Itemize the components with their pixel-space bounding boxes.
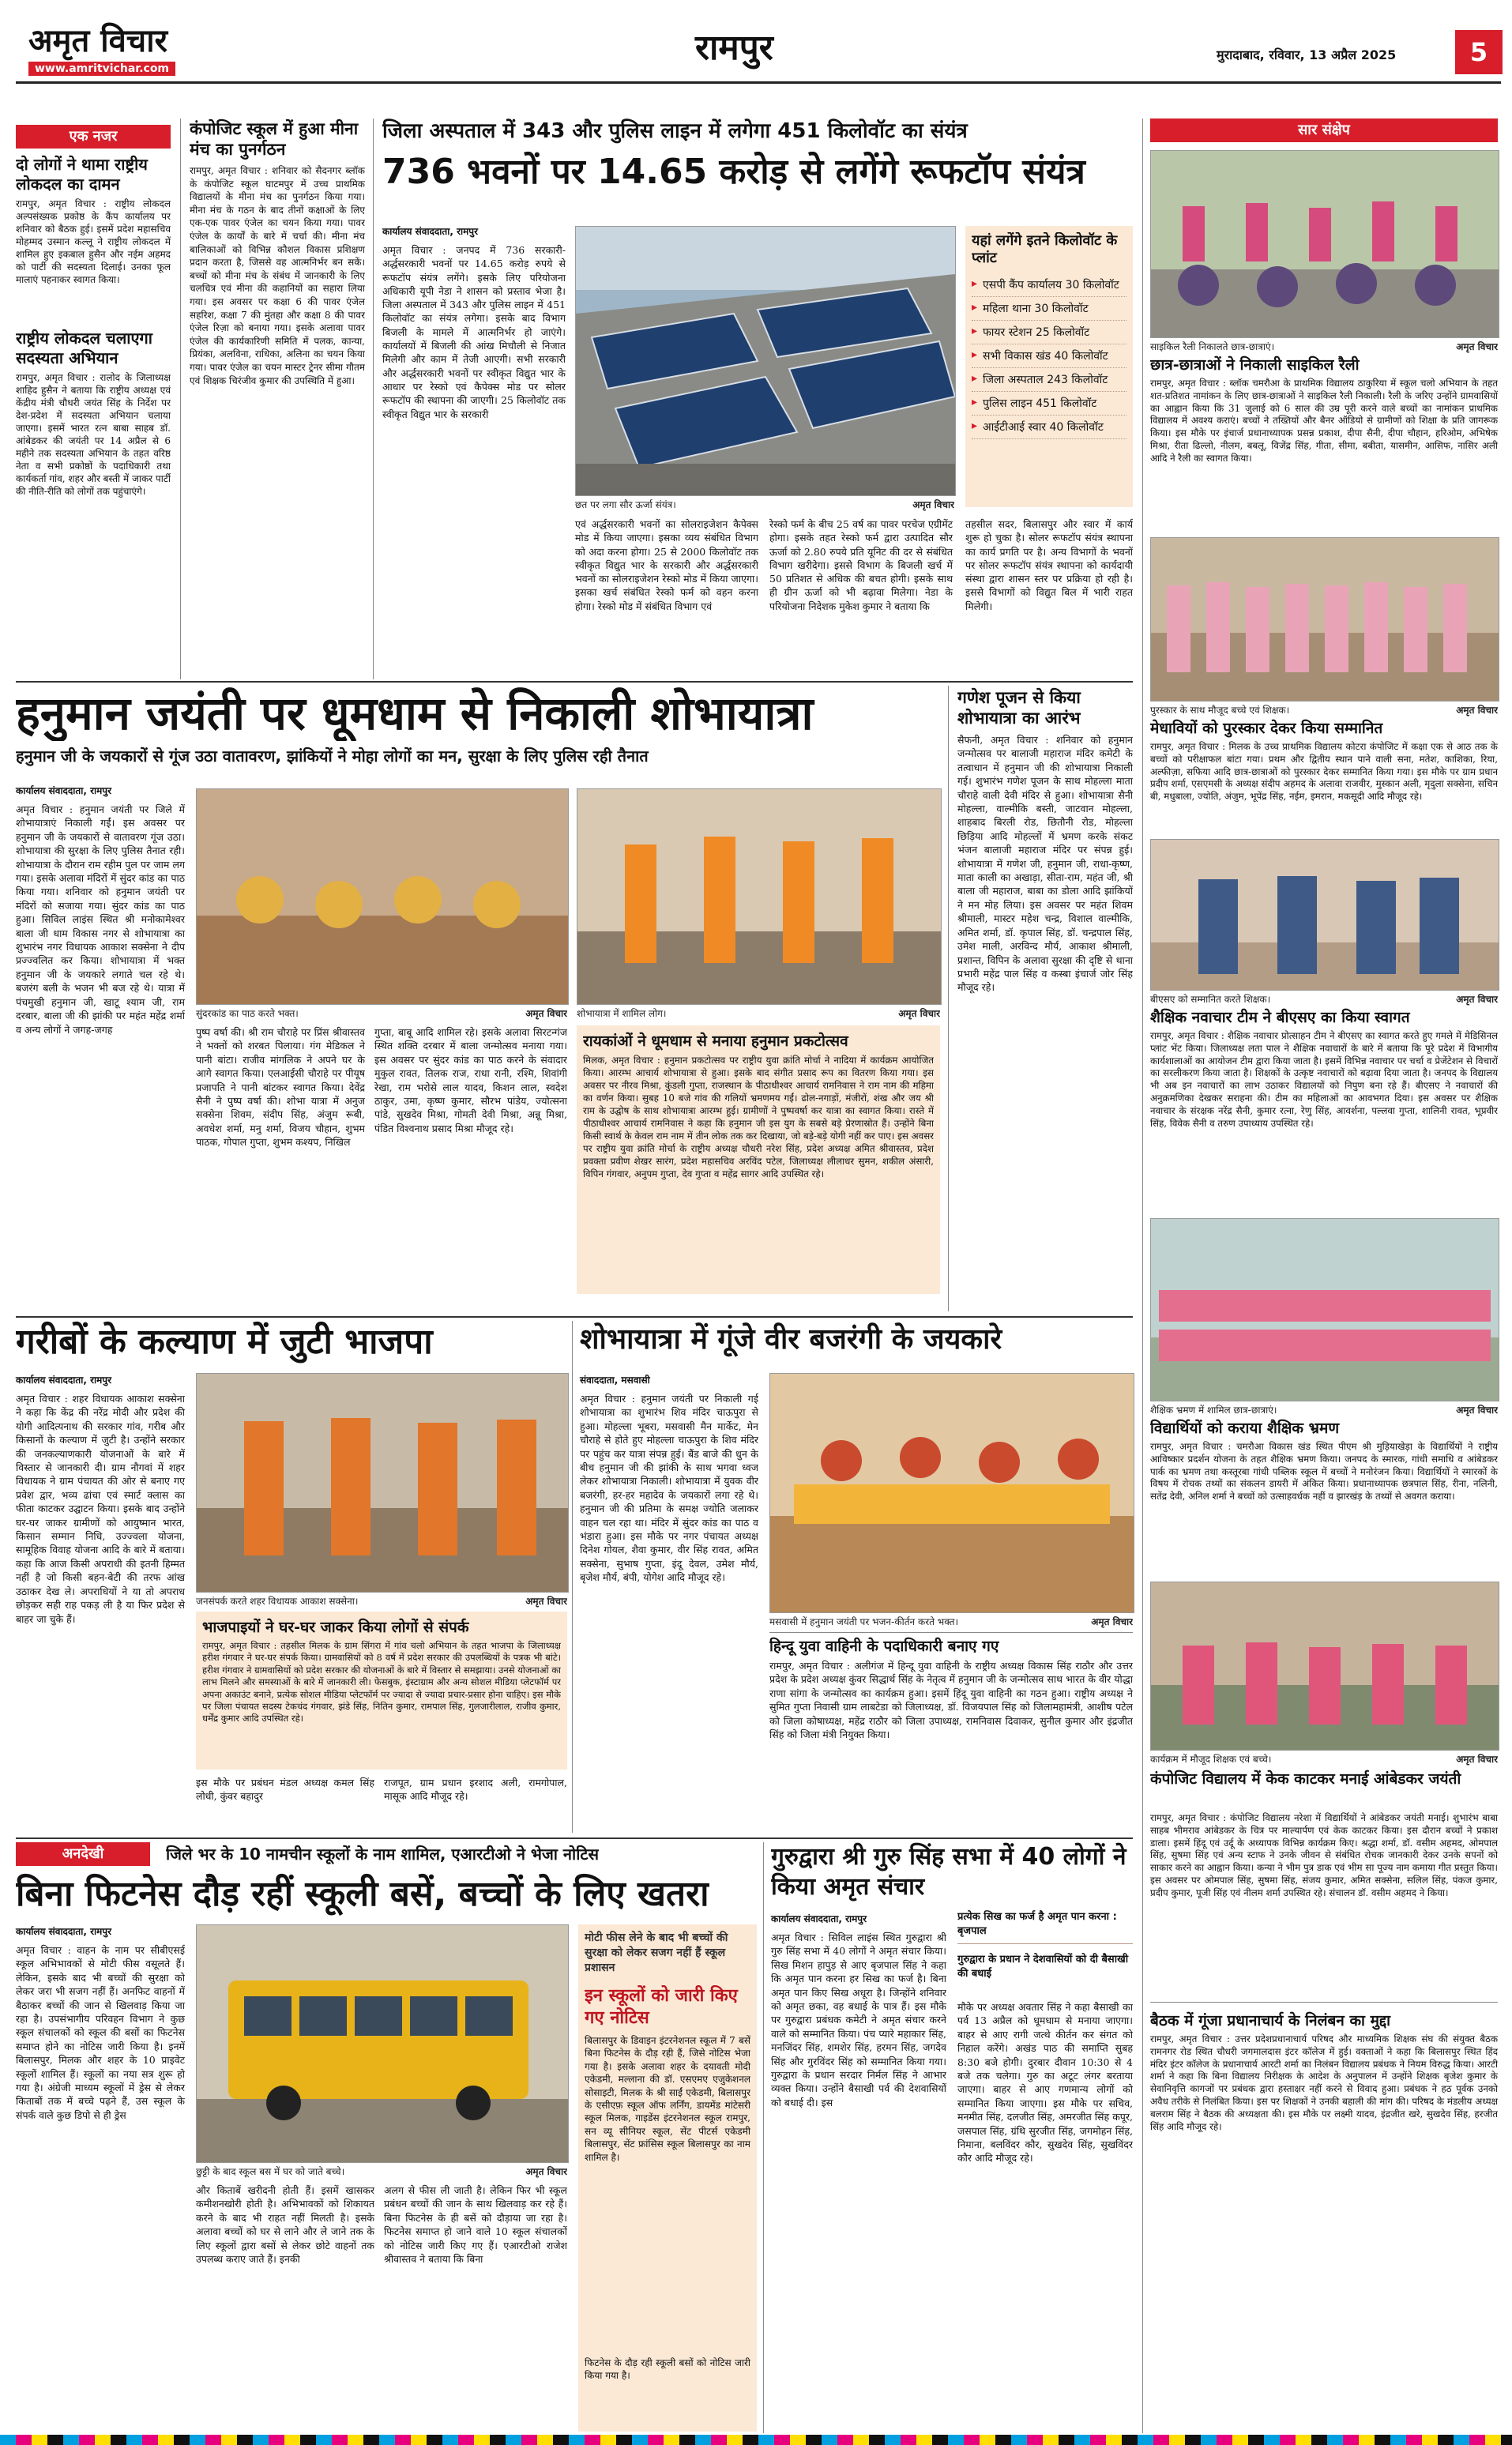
tour-photo	[1150, 1218, 1499, 1401]
paper-logo: अमृत विचार	[28, 22, 167, 59]
bajrang-byline: संवाददाता, मसवासी	[580, 1375, 650, 1386]
procession-photo	[577, 788, 942, 1005]
hanuman-body-2: पुष्प वर्षा की। श्री राम चौराहे पर प्रिंस श्रीवास्तव ने भक्तों को शरबत पिलाया। गंग मेडिकल ने पानी बांटा। राजीव मांगलिक ने अपने घर के आगे स्वागत किया। एलआईसी चौराहे पर पीयूष प्रजापति ने पानी बांटकर स्वागत किया। देवेंद्र सैनी ने पुष्प वर्षा की। शोभा यात्रा में अनुज सक्सेना शिवम, संदीप सिंह, अंजुम रूबी, अवधेश शर्मा, मनु शर्मा, विजय चौहान, शुभम पाठक, गोपाल गुप्ता, शुभम कश्यप, निखिल	[196, 1026, 365, 1149]
prize-photo	[1150, 537, 1499, 702]
column-rule	[1142, 118, 1143, 2433]
gurdwara-headline: गुरुद्वारा श्री गुरु सिंह सभा में 40 लोगों ने किया अमृत संचार	[771, 1843, 1126, 1901]
meena-manch-body: रामपुर, अमृत विचार : शनिवार को सैदनगर ब्लॉक के कंपोजिट स्कूल घाटमपुर में उच्च प्राथमिक विद्यालयों के मीना मंच का पुनर्गठन किया गया। मीना मंच के गठन के बाद तीनों कक्षाओं के लिए एक-एक पावर एंजेल का चयन किया गया। पावर एंजेल के कार्यों के बारे में चर्चा की। मीना मंच बालिकाओं को विभिन्न कौशल विकास प्रशिक्षण प्रदान करता है, जिससे वह आत्मनिर्भर बन सकें। बच्चों को मीना मंच के संबंध में जानकारी के लिए चलचित्र एवं मीना की कहानियों का सहारा लिया गया। इस अवसर पर कक्षा 6 की पावर एंजेल सहरिश, कक्षा 7 की मुंतहा और कक्षा 8 की पावर एंजेल रिज़ा को बनाया गया। इसके अलावा पावर एंजेल की कार्यकारिणी समिति में पलक, कान्या, प्रियंका, अलविना, राधिका, अलिना का चयन किया गया। पावर एंजेल का चयन मास्टर ट्रेनर सीमा गौतम एवं शिक्षक चिरंजीव कुमार की उपस्थिति में हुआ।	[190, 165, 365, 386]
cycle-rally-photo	[1150, 150, 1499, 338]
gurdwara-body-2: मौके पर अध्यक्ष अवतार सिंह ने कहा बैसाखी का पर्व 13 अप्रैल को धूमधाम से मनाया जाएगा। बाहर से आए रागी जत्थे कीर्तन कर संगत को निहाल करेंगे। अखंड पाठ की समाप्ति सुबह 8:30 बजे होगी। दुरबार दीवान 10:30 से 4 बजे तक चलेगा। गुरु का अटूट लंगर बरताया जाएगा। बाहर से आए गणमान्य लोगों को सम्मानित किया जाएगा। इस मौके पर सचिव, मनमीत सिंह, दलजीत सिंह, अमरजीत सिंह कपूर, जसपाल सिंह, ग्रंथि सुरजीत सिंह, जगमोहन सिंह, निमाना, बलविंदर कौर, सुखदेव सिंह, सुखविंदर कौर आदि मौजूद रहे।	[957, 2001, 1133, 2165]
school-headline: बिना फिटनेस दौड़ रहीं स्कूली बसें, बच्चों के लिए खतरा	[16, 1874, 709, 1914]
sampark-box	[196, 1612, 567, 1770]
solar-body-4: तहसील सदर, बिलासपुर और स्वार में कार्य शुरू हो चुका है। सोलर रूफटॉप संयंत्र स्थापना का कार्य प्रगति पर है। अन्य विभागों के भवनों पर सोलर रूफटॉप संयंत्र स्थापना को कार्यदायी संस्था द्वारा शासन स्तर पर प्रक्रिया हो रही है। इससे विभागों को विद्युत बिल में भारी राहत मिलेगी।	[965, 518, 1133, 612]
school-byline: कार्यालय संवाददाता, रामपुर	[16, 1926, 112, 1937]
solar-panels-image	[576, 227, 955, 495]
plant-item: ▸ जिला अस्पताल 243 किलोवॉट	[972, 368, 1126, 392]
solar-body-1: अमृत विचार : जनपद में 736 सरकारी-अर्द्धसरकारी भवनों पर 14.65 करोड़ रुपये से रूफटॉप संयंत्र लगेंगे। इसके लिए परियोजना अधिकारी यूपी नेडा ने शासन को प्रस्ताव भेजा है। जिला अस्पताल में 343 और पुलिस लाइन में 451 किलोवॉट का संयंत्र लगेगा। इसके बाद विभाग बिजली के मामले में आत्मनिर्भर हो जाएंगे। कार्यालयों में बिजली की आंख मिचौली से निजात मिलेगी और काम में तेजी आएगी। सभी सरकारी और अर्द्धसरकारी भवनों पर स्वीकृत विद्युत भार के आधार पर रेस्को एवं कैपेक्स मोड पर सोलर रूफटॉप की स्थापना की जाएगी। 25 किलोवॉट तक स्वीकृत विद्युत भार के सरकारी	[382, 244, 566, 420]
solar-kicker: जिला अस्पताल में 343 और पुलिस लाइन में लगेगा 451 किलोवॉट का संयंत्र	[382, 119, 968, 143]
bsa-caption: बीएसए को सम्मानित करते शिक्षक। अमृत विचार	[1150, 994, 1498, 1005]
ek-nazar-column	[16, 125, 171, 678]
bsa-body: रामपुर, अमृत विचार : शैक्षिक नवाचार प्रोत्साहन टीम ने बीएसए का स्वागत करते हुए गमले में मेडिसिनल प्लांट भेंट किया। जिलाध्यक्ष लता पाल ने शैक्षिक नवाचारों के बारे में बताया कि पूरे प्रदेश में विभागीय कार्यशालाओं का आयोजन टीम द्वारा किया जाता है। इसमें विभिन्न नवाचार पर चर्चा व प्रेजेंटेशन से विचारों का सरलीकरण किया जाता है। शिक्षकों के उत्कृष्ट नवाचारों को बढ़ावा दिया जाता है। जनपद के विद्यालय भी अब इन नवाचारों का लाभ उठाकर विद्यालयों को निपुण बना रहे हैं। बीएसए ने नवाचारों की अनुक्रमणिका देखकर सराहना की। टीम का महिलाओं का आवभगत दिया। इस अवसर पर शैक्षिक नवाचार के संरक्षक नरेंद्र सैनी, कुमार रत्ना, रेणु सिंह, आवर्शना, पल्लवा गुप्ता, शालिनी रावत, भूप्रवीर सिंह, विवेक सैनी व तरुण उपाध्याय उपस्थित रहे।	[1150, 1030, 1498, 1129]
ambedkar-photo	[1150, 1582, 1499, 1751]
solar-photo	[575, 226, 956, 496]
hanuman-byline: कार्यालय संवाददाता, रामपुर	[16, 785, 112, 796]
saar-sankshep-tag: सार संक्षेप	[1150, 118, 1498, 142]
column-rule	[180, 118, 181, 679]
plant-item: ▸ आईटीआई स्वार 40 किलोवॉट	[972, 416, 1126, 439]
school-bus-caption: छुट्टी के बाद स्कूल बस में घर को जाते बच्चे। अमृत विचार	[196, 2166, 567, 2177]
prize-caption: पुरस्कार के साथ मौजूद बच्चे एवं शिक्षक। अमृत विचार	[1150, 705, 1498, 716]
bajrang-caption: मसवासी में हनुमान जयंती पर भजन-कीर्तन करते भक्त। अमृत विचार	[769, 1616, 1133, 1627]
section-rule	[16, 1838, 1133, 1839]
school-body-1: अमृत विचार : वाहन के नाम पर सीबीएसई स्कूल अभिभावकों से मोटी फीस वसूलते हैं। लेकिन, इसके बाद भी बच्चों की सुरक्षा को लेकर जरा भी सजग नहीं हैं। अनफिट वाहनों में बैठाकर बच्चों की जान से खिलवाड़ किया जा रहा है। उपसंभागीय परिवहन विभाग ने कुछ स्कूल संचालकों को स्कूल की बसों का फिटनेस समाप्त होने का नोटिस जारी किया है। इनमें बिलासपुर, मिलक और शहर के 10 प्राइवेट स्कूलों शामिल हैं। स्कूलों का नया सत्र शुरू हो गया है। अंग्रेजी माध्यम स्कूलों में ड्रेस से लेकर किताबों तक में बच्चे पढ़ने हैं, उस स्कूल के संपर्क वाले कुछ डिपो से ही ड्रेस	[16, 1944, 185, 2121]
rld-join-body: रामपुर, अमृत विचार : राष्ट्रीय लोकदल अल्पसंख्यक प्रकोष्ठ के कैंप कार्यालय पर शनिवार को बैठक हुई। इसमें प्रदेश महासचिव मोहम्मद उस्मान कल्लू ने राष्ट्रीय लोकदल में शामिल हुए इकबाल हुसैन और नईम अहमद को पार्टी की सदस्यता दिलाई। उनका फूल मालाएं पहनाकर स्वागत किया।	[16, 198, 171, 285]
section-rule	[16, 1316, 1133, 1318]
meena-manch-story	[190, 118, 365, 679]
bsa-headline: शैक्षिक नवाचार टीम ने बीएसए का किया स्वागत	[1150, 1009, 1410, 1026]
hindu-yuva-headline: हिन्दू युवा वाहिनी के पदाधिकारी बनाए गए	[769, 1638, 999, 1655]
plant-item: ▸ एसपी कैंप कार्यालय 30 किलोवॉट	[972, 273, 1126, 297]
gurdwara-body-1: अमृत विचार : सिविल लाइंस स्थित गुरुद्वारा श्री गुरु सिंह सभा में 40 लोगों ने अमृत संचार किया। सिख मिशन हापुड़ से आए बृजपाल सिंह ने कहा कि अमृत पान करना हर सिख का फर्ज है। बिना अमृत पान किए सिख अधूरा है। जिन्होंने शनिवार को अमृत छका, वह बधाई के पात्र हैं। इस मौके पर गुरुद्वारा प्रबंधक कमेटी ने अमृत संचार करने वाले को सम्मानित किया। पंच प्यारे महाकार सिंह, मनजिंदर सिंह, शमशेर सिंह, हरमन सिंह, जगदेव सिंह और गुरविंदर सिंह को सम्मानित किया गया। गुरुद्वारा के प्रधान सरदार निर्मल सिंह ने आभार व्यक्त किया। उन्होंने बैसाखी पर्व की देशवासियों को बधाई दी। इस	[771, 1932, 946, 2108]
rld-join-headline: दो लोगों ने थामा राष्ट्रीय लोकदल का दामन	[16, 155, 148, 194]
suspension-body: रामपुर, अमृत विचार : उत्तर प्रदेशप्रधानाचार्य परिषद और माध्यमिक शिक्षक संघ की संयुक्त बैठक रामनगर रोड स्थित चौधरी जगमालदास इंटर कॉलेज में हुई। वक्ताओं ने कहा कि बिलासपुर स्थित हिंद मंदिर इंटर कॉलेज के प्रधानाचार्य आरटी शर्मा का निलंबन विद्यालय प्रबंधक ने नियम विरुद्ध किया। आरटी शर्मा ने कहा कि बिना विद्यालय निरीक्षक के आदेश के अनुपालन में उन्होंने शिक्षक बृजेश कुमार के सेवानिवृत्ति कागजों पर प्रबंधक द्वारा हस्ताक्षर नहीं करने से विवाद हुआ। प्रबंधक ने हठ पूर्वक उनको अवैध तरीके से निलंबित किया। इस पर शिक्षकों ने उनकी बहाली की मांग की। परिषद के मंडलीय अध्यक्ष बलराम सिंह ने बैठक की अध्यक्षता की। इस मौके पर लक्ष्मी यादव, इंद्रजीत खरे, सुखदेव सिंह, हरजीत सिंह आदि मौजूद रहे।	[1150, 2033, 1498, 2132]
solar-story	[382, 118, 1133, 679]
hanuman-headline: हनुमान जयंती पर धूमधाम से निकाली शोभायात्रा	[16, 686, 814, 740]
gurdwara-byline: कार्यालय संवाददाता, रामपुर	[771, 1913, 867, 1924]
plant-item: ▸ महिला थाना 30 किलोवॉट	[972, 297, 1126, 321]
registration-bar	[0, 2435, 1512, 2445]
solar-photo-caption: छत पर लगा सौर ऊर्जा संयंत्र। अमृत विचार	[575, 499, 954, 510]
solar-byline: कार्यालय संवाददाता, रामपुर	[382, 226, 479, 237]
bjp-headline: गरीबों के कल्याण में जुटी भाजपा	[16, 1322, 433, 1362]
sampark-body-3: राजपूत, ग्राम प्रधान इरशाद अली, रामगोपाल, मासूक आदि मौजूद रहे।	[384, 1777, 567, 1803]
prakatotsav-body: मिलक, अमृत विचार : हनुमान प्रकटोत्सव पर राष्ट्रीय युवा क्रांति मोर्चा ने नादिया में कार्यक्रम आयोजित किया। आरम्भ आचार्य शोभायात्रा से हुआ। इसके बाद संगीत प्रसाद रूप का वितरण किया गया। इस अवसर पर नीरव मिश्रा, कुंडली गुप्ता, राजस्थान के पीठाधीश्वर आचार्य रामनिवास ने राम नाम की महिमा का वर्णन किया। सुबह 10 बजे गांव की गलियों भ्रमणमय गईं। ढोल-नगाड़ों, मंजीरों, शंख और जय श्री राम के उद्घोष के साथ शोभायात्रा आरम्भ हुई। ग्रामीणों ने पुष्पवर्षा कर यात्रा का स्वागत किया। रास्ते में पीठाधीश्वर आचार्य रामनिवास ने कहा कि हनुमान जी इस युग के सबसे बड़े प्रेरणास्रोत हैं। उन्होंने बिना किसी स्वार्थ के केवल राम नाम में तीन लोक तक कर दिखाया, जो बड़े-बड़े योगी नहीं कर पाए। इस अवसर पर राष्ट्रीय युवा क्रांति मोर्चा के राष्ट्रीय अध्यक्ष चौधरी नरेश सिंह, प्रदेश अध्यक्ष अमित श्रीवास्तव, प्रदेश प्रवक्ता प्रवीण शेखर सारंग, प्रदेश महासचिव अरविंद पटेल, जिलाध्यक्ष लीलाधर सुमन, शकील अंसारी, विपिन गंगवार, अनुपम गुप्ता, देव गुप्ता व महेंद्र सागर आदि उपस्थित रहे।	[583, 1055, 934, 1179]
school-body-3: अलग से फीस ली जाती है। लेकिन फिर भी स्कूल प्रबंधन बच्चों की जान के साथ खिलवाड़ कर रहे हैं। बिना फिटनेस के ही बसें को दौड़ाया जा रहा है। फिटनेस समाप्त हो जाने वाले 10 स्कूल संचालकों को नोटिस जारी किए गए हैं। एआरटीओ राजेश श्रीवास्तव ने बताया कि बिना	[384, 2184, 567, 2266]
suspension-headline: बैठक में गूंजा प्रधानाचार्य के निलंबन का मुद्दा	[1150, 2012, 1391, 2029]
bjp-body: अमृत विचार : शहर विधायक आकाश सक्सेना ने कहा कि केंद्र की नरेंद्र मोदी और प्रदेश की योगी आदित्यनाथ की सरकार गांव, गरीब और किसानों के कल्याण में जुटी है। उन्होंने सरकार की जनकल्याणकारी योजनाओं के बारे में विस्तार से जानकारी दी। ग्राम नौगवां में शहर विधायक ने ग्राम पंचायत की ओर से बनाए गए प्रवेश द्वार, भव्य ढांचा एवं स्मार्ट क्लास का फीता काटकर उद्घाटन किया। इसके बाद उन्होंने घर-घर जाकर ग्रामीणों को आयुष्मान भारत, किसान सम्मान निधि, उज्ज्वला योजना, सामूहिक विवाह योजना आदि के बारे में बताया। कहा कि आज किसी अपराधी की इतनी हिम्मत नहीं है जो किसी बहन-बेटी की तरफ आंख उठाकर देख ले। अपराधियों ने या तो अपराध छोड़कर सही राह पकड़ ली है या फिर प्रदेश से बाहर जा चुके हैं।	[16, 1393, 185, 1625]
bsa-photo	[1150, 839, 1499, 991]
gurdwara-quote-2: गुरुद्वारा के प्रधान ने देशवासियों को दी बैसाखी की बधाई	[957, 1954, 1129, 1980]
procession-caption: शोभायात्रा में शामिल लोग। अमृत विचार	[577, 1008, 940, 1019]
sunderkand-photo	[196, 788, 569, 1005]
bjp-story	[16, 1321, 569, 1833]
solar-body-3: रेस्को फर्म के बीच 25 वर्ष का पावर परचेज एग्रीमेंट होगा। इसके तहत रेस्को फर्म द्वारा उत्पादित सौर ऊर्जा को 2.80 रुपये प्रति यूनिट की दर से संबंधित विभाग खरीदेगा। इससे विभाग के बिजली खर्च में 50 प्रतिशत से अधिक की बचत होगी। इसके साथ ही ग्रीन ऊर्जा को भी बढ़ावा मिलेगा। नेडा के परियोजना निदेशक मुकेश कुमार ने बताया कि	[769, 518, 953, 612]
page-number: 5	[1455, 30, 1503, 74]
meena-manch-headline: कंपोजिट स्कूल में हुआ मीना मंच का पुनर्गठन	[190, 119, 359, 159]
tour-caption: शैक्षिक भ्रमण में शामिल छात्र-छात्राएं। अमृत विचार	[1150, 1405, 1498, 1416]
dateline: मुरादाबाद, रविवार, 13 अप्रैल 2025	[1217, 47, 1397, 62]
section-rule	[769, 1632, 1133, 1633]
sunderkand-caption: सुंदरकांड का पाठ करते भक्त। अमृत विचार	[196, 1008, 567, 1019]
school-bus-story	[16, 1842, 758, 2433]
school-bus-photo	[196, 1924, 569, 2163]
masthead-rule	[16, 81, 1501, 84]
notice-box	[578, 1924, 757, 2432]
ambedkar-body: रामपुर, अमृत विचार : कंपोजिट विद्यालय नरेशा में विद्यार्थियों ने आंबेडकर जयंती मनाई। शुभारंभ बाबा साहब भीमराव आंबेडकर के चित्र पर माल्यार्पण एवं केक काटकर किया। इस दौरान बच्चों ने प्रकाश डाला। इसमें हिंदू एवं उर्दू के अध्यापक विभिन्न कार्यक्रम किए। श्रद्धा शर्मा, डॉ. वसीम अहमद, ओमपाल सिंह, सुषमा सिंह एवं अन्य स्टाफ ने उनके जीवन से संबंधित रोचक जानकारी देकर उनके सपनों को साकार करने का आह्वान किया। कन्या ने भीम पुत्र डाक एवं भीम सा पूज्य नाम कमाया गीत प्रस्तुत किया। इस अवसर पर ओमपाल सिंह, सुषमा सिंह, संजय कुमार, अमित सक्सेना, सलिल सिंह, पंकज कुमार, प्रदीप कुमार, पूजी सिंह एवं नीलम शर्मा उपस्थित रहे। संचालन डॉ. वसीम अहमद ने किया।	[1150, 1812, 1498, 1898]
saar-sankshep-column	[1150, 118, 1498, 2433]
bjp-byline: कार्यालय संवाददाता, रामपुर	[16, 1375, 112, 1386]
ambedkar-caption: कार्यक्रम में मौजूद शिक्षक एवं बच्चे। अमृत विचार	[1150, 1754, 1498, 1765]
notice-box-body: बिलासपुर के डिवाइन इंटरनेशनल स्कूल में 7 बसें बिना फिटनेस के दौड़ रही हैं, जिसे नोटिस भेजा गया है। इसके अलावा शहर के दयावती मोदी एकेडमी, मल्लाना की डॉ. एसएमए एजुकेशनल सोसाइटी, मिलक के श्री साईं एकेडमी, बिलासपुर के एसीएफ़ स्कूल ऑफ लर्निंग, डायमेंड मांटेसरी स्कूल मिलक, गाइडेंस इंटरनेशनल स्कूल रामपुर, सन व्यू सीनियर स्कूल, सेंट पीटर्स एकेडमी बिलासपुर, सेंट फ्रांसिस स्कूल बिलासपुर का नाम शामिल है।	[585, 2035, 750, 2163]
sampark-body: रामपुर, अमृत विचार : तहसील मिलक के ग्राम सिंगरा में गांव चलो अभियान के तहत भाजपा के जिलाध्यक्ष हरीश गंगवार ने घर-घर संपर्क किया। ग्रामवासियों को 8 वर्ष में प्रदेश सरकार की उपलब्धियों के पत्रक भी बांटे। हरीश गंगवार ने ग्रामवासियों को प्रदेश सरकार की योजनाओं के बारे में विस्तार से समझाया। उनसे योजनाओं का लाभ मिलने और समस्याओं के बारे में जानकारी ली। फेसबुक, इंस्टाग्राम और अन्य सोशल मीडिया प्लेटफॉर्म पर अपना अकाउंट बनाने, प्रत्येक सोशल मीडिया प्लेटफॉर्म पर ज्यादा से ज्यादा प्रचार-प्रसार होना चाहिए। इस मौके पर जिला पंचायत सदस्य टेकचंद गंगवार, झंडे सिंह, नितिन कुमार, रामपाल सिंह, गुलजारीलाल, राजीव कुमार, धर्मेंद्र कुमार आदि उपस्थित रहे।	[202, 1640, 561, 1725]
hanuman-body-3: गुप्ता, बाबू आदि शामिल रहे। इसके अलावा सिरटन्गंज स्थित शक्ति दरबार में बाला जन्मोत्सव मनाया गया। इस अवसर पर सुंदर कांड का पाठ करने के संवादार मुकुल रावत, तिलक राज, राधा रानी, रश्मि, शिवांगी रेखा, राम भरोसे लाल यादव, किशन लाल, स्वदेश ठाकुर, उमा, कृष्ण कुमार, सौरभ पांडेय, ज्योत्सना पांडे, सुखदेव मिश्रा, गोमती देवी मिश्रा, अन्नू मिश्रा, पंडित विश्वनाथ प्रसाद मिश्रा मौजूद रहे।	[374, 1026, 567, 1134]
gurdwara-story	[771, 1842, 1133, 2433]
bajrang-photo	[769, 1373, 1134, 1613]
plant-item: ▸ फायर स्टेशन 25 किलोवॉट	[972, 321, 1126, 344]
masthead	[0, 0, 1512, 79]
notice-box-lead: मोटी फीस लेने के बाद भी बच्चों की सुरक्षा को लेकर सजग नहीं हैं स्कूल प्रशासन	[585, 1932, 728, 1974]
tour-headline: विद्यार्थियों को कराया शैक्षिक भ्रमण	[1150, 1420, 1340, 1437]
column-rule	[572, 1321, 573, 1833]
section-name: रामपुर	[695, 28, 773, 68]
plant-item: ▸ सभी विकास खंड 40 किलोवॉट	[972, 344, 1126, 368]
rld-campaign-headline: राष्ट्रीय लोकदल चलाएगा सदस्यता अभियान	[16, 329, 152, 367]
tour-body: रामपुर, अमृत विचार : चमरौआ विकास खंड स्थित पीएम श्री मुड़ियाखेड़ा के विद्यार्थियों ने राष्ट्रीय आविष्कार प्रदर्शन योजना के तहत शैक्षिक भ्रमण किया। जनपद के स्मारक, गांधी समाधि व आंबेडकर पार्क का भ्रमण तथा कस्तूरबा गांधी पब्लिक स्कूल में बच्चों ने मनोरंजन किया। विद्यार्थियों ने स्मारकों के विषय में रोचक तथ्यों का संकलन डायरी में अंकित किया। प्रधानाध्यापक छत्रपाल सिंह, रीना, नलिनी, सतेंद्र देवी, अनिल शर्मा ने बच्चों को उत्साहवर्धक नहीं व झारखंड़ के तथ्यों से अवगत कराया।	[1150, 1441, 1498, 1503]
andekhi-tag: अनदेखी	[16, 1842, 150, 1866]
hindu-yuva-body: रामपुर, अमृत विचार : अलीगंज में हिन्दू युवा वाहिनी के राष्ट्रीय अध्यक्ष विकास सिंह राठौर और उत्तर प्रदेश के प्रदेश अध्यक्ष कुंवर सिद्धार्थ सिंह के नेतृत्व में हनुमान जी के जन्मोत्सव साथ भारत के वीर योद्धा राणा सांगा के जन्मोत्सव का कार्यक्रम हुआ। इसमें हिंदू युवा वाहिनी का गठन हुआ। राष्ट्रीय अध्यक्ष ने सुमित गुप्ता निवासी ग्राम लाबटेडा को जिलाध्यक्ष, डॉ. विजयपाल सिंह को जिलामहामंत्री, आशीष पटेल को जिला कोषाध्यक्ष, महेंद्र राठौर को जिला उपाध्यक्ष, रामनिवास दिवाकर, सुनील कुमार और इंद्रजीत सिंह को जिला मंत्री नियुक्त किया।	[769, 1660, 1133, 1741]
hanuman-subhead: हनुमान जी के जयकारों से गूंज उठा वातावरण, झांकियों ने मोहा लोगों का मन, सुरक्षा के लिए पुलिस रही तैनात	[16, 747, 649, 765]
prakatotsav-headline: रायकांओं ने धूमधाम से मनाया हनुमान प्रकटोत्सव	[583, 1033, 848, 1050]
column-rule	[373, 118, 374, 679]
gurdwara-quote-1: प्रत्येक सिख का फर्ज है अमृत पान करना : बृजपाल	[957, 1910, 1133, 1944]
school-body-2: और किताबें खरीदनी होती हैं। इसमें खासकर कमीशनखोरी होती है। अभिभावकों को शिकायत करने के बाद भी राहत नहीं मिलती है। इसके अलावा बच्चों को घर से लाने और ले जाने तक के लिए स्कूलों द्वारा बसों से लेकर छोटे वाहनों तक उपलब्ध कराए जाते हैं। इनकी	[196, 2184, 374, 2266]
section-rule	[16, 681, 1133, 683]
bajrang-story	[580, 1321, 1133, 1833]
section-rule	[1150, 2002, 1498, 2003]
rld-campaign-body: रामपुर, अमृत विचार : रालोद के जिलाध्यक्ष शाहिद हुसैन ने बताया कि राष्ट्रीय अध्यक्ष एवं केंद्रीय मंत्री चौधरी जयंत सिंह के निर्देश पर देश-प्रदेश में सदस्यता अभियान चलाया जाएगा। इसमें भारत रत्न बाबा साहब डॉ. आंबेडकर की जयंती पर 14 अप्रैल से 6 महीने तक सदस्यता अभियान के तहत वरिष्ठ नेता व सभी प्रकोष्ठों के पदाधिकारी तथा कार्यकर्ता गांव, शहर और बस्ती में जाकर पार्टी की नीति-रीति को लोगों तक पहुंचाएंगे।	[16, 372, 171, 497]
solar-body-2: एवं अर्द्धसरकारी भवनों का सोलराइजेशन कैपेक्स मोड में किया जाएगा। इसका व्यय संबंधित विभाग को अदा करना होगा। 25 से 2000 किलोवॉट तक स्वीकृत विद्युत भार के सरकारी और अर्द्धसरकारी भवनों का सोलराइजेशन रेस्को मोड में किया जाएगा। इसका खर्च संबंधित रेस्को फर्म को वहन करना होगा। रेस्को मोड में संबंधित विभाग एवं	[575, 518, 758, 612]
school-kicker: जिले भर के 10 नामचीन स्कूलों के नाम शामिल, एआरटीओ ने भेजा नोटिस	[166, 1845, 599, 1864]
cycle-rally-body: रामपुर, अमृत विचार : ब्लॉक चमरौआ के प्राथमिक विद्यालय ठाकुरिया में स्कूल चलो अभियान के तहत शत-प्रतिशत नामांकन के लिए छात्र-छात्राओं ने साइकिल रैली निकाली। रैली के जरिए उन्होंने ग्रामवासियों का आह्वान किया कि 31 जुलाई को 6 साल की उम्र पूरी करने वाले बच्चों का नामांकन प्राथमिक विद्यालय में अवश्य कराएं। बच्चों ने तख्तियों और बैनर ऑडियो से ग्रामीणों को शिक्षा के प्रति जागरूक किया। इस मौके पर इंचार्ज प्रधानाध्यापक प्रसन्न प्रकाश, दीपा सैनी, दीपा चौहान, हरिओम, अभिषेक मिश्रा, रीता ढिल्लो, नीलम, बबलू, विजेंद्र सिंह, गीता, सीमा, बबीता, यासमीन, आसिफ, नासिर अली आदि ने रैली का स्वागत किया।	[1150, 378, 1498, 464]
hanuman-body-1: अमृत विचार : हनुमान जयंती पर जिले में शोभायात्राएं निकाली गईं। इस अवसर पर हनुमान जी के जयकारों से वातावरण गूंज उठा। शोभायात्रा की सुरक्षा के लिए पुलिस तैनात रही। शोभायात्रा के दौरान राम रहीम पुल पर जाम लग गया। इसके अलावा मंदिरों में सुंदर कांड का पाठ किया गया। शनिवार को हनुमान जयंती पर मंदिरों को सजाया गया। सुंदर कांड का पाठ हुआ। सिविल लाइंस स्थित श्री मनोकामेश्वर बाला जी धाम विकास नगर से शोभायात्रा का शुभारंभ नगर विधायक आकाश सक्सेना ने दीप प्रज्ज्वलित कर किया। शोभायात्रा में भक्त हनुमान जी के जयकारे लगाते चल रहे थे। बजरंग बली के भजन भी बज रहे थे। यात्रा में पंचमुखी हनुमान जी, खाटू श्याम जी, राम दरबार, बाला जी की झांकी पर महंत महेंद्र शर्मा व अन्य लोगों ने जगह-जगह	[16, 803, 185, 1036]
prakatotsav-box	[577, 1025, 940, 1294]
bajrang-headline: शोभायात्रा में गूंजे वीर बजरंगी के जयकारे	[580, 1323, 1002, 1356]
solar-headline: 736 भवनों पर 14.65 करोड़ से लगेंगे रूफटॉप संयंत्र	[382, 152, 1085, 192]
notice-box-title: इन स्कूलों को जारी किए गए नोटिस	[585, 1986, 738, 2028]
ambedkar-headline: कंपोजिट विद्यालय में केक काटकर मनाई आंबेडकर जयंती	[1150, 1770, 1461, 1788]
bajrang-body: अमृत विचार : हनुमान जयंती पर निकाली गई शोभायात्रा का शुभारंभ शिव मंदिर चाऊपुरा से हुआ। मोहल्ला भूबरा, मसवासी मैन मार्केट, मेन चौराहे से होते हुए मोहल्ला चाऊपुरा के शिव मंदिर पर पहुंच कर यात्रा संपन्न हुई। बैंड बाजे की धुन के बीच हनुमान जी की झांकी के साथ भगवा ध्वज लेकर शोभायात्रा निकाली। शोभायात्रा में युवक वीर बजरंगी, हर-हर महादेव के जयकारों लगा रहे थे। हनुमान जी की प्रतिमा के समक्ष ज्योति जलाकर वाहन चल रहा था। मंदिर में सुंदर कांड का पाठ व भंडारा हुआ। इस मौके पर नगर पंचायत अध्यक्ष दिनेश गोयल, शैवा कुमार, वीर सिंह रावत, अमित सक्सेना, सुभाष गुप्ता, इंदू देवल, उमेश मौर्य, बृजेश मौर्य, बंपी, योगेश आदि मौजूद रहे।	[580, 1393, 758, 1584]
prize-body: रामपुर, अमृत विचार : मिलक के उच्च प्राथमिक विद्यालय कोटरा कंपोजिट में कक्षा एक से आठ तक के बच्चों को परीक्षाफल बांटा गया। प्रथम और द्वितीय स्थान पाने वाली सना, मतेश, काशिका, रिया, अल्फीज़ा, सफिया आदि छात्र-छात्राओं को पुरस्कार देकर सम्मानित किया गया। इस मौके पर ग्राम प्रधान प्रदीप शर्मा, एसएमसी के अध्यक्ष संदीप अहमद के अलावा राजवीर, मुस्कान अली, मृदुला सक्सेना, सचिन बी, मधुबाला, ज्योति, अंजुम, भूपेंद्र सिंह, नईम, इमरान, मकसूदी आदि मौजूद रहे।	[1150, 741, 1498, 803]
notice-box-foot: फिटनेस के दौड़ रही स्कूली बसों को नोटिस जारी किया गया है।	[585, 2357, 750, 2382]
plant-item: ▸ पुलिस लाइन 451 किलोवॉट	[972, 392, 1126, 416]
sampark-headline: भाजपाइयों ने घर-घर जाकर किया लोगों से संपर्क	[202, 1619, 469, 1636]
sampark-body-2: इस मौके पर प्रबंधन मंडल अध्यक्ष कमल सिंह लोधी, कुंवर बहादुर	[196, 1777, 374, 1803]
solar-box-title: यहां लगेंगे इतने किलोवॉट के प्लांट	[972, 232, 1118, 266]
ganesh-headline: गणेश पूजन से किया शोभायात्रा का आरंभ	[957, 688, 1081, 728]
cycle-rally-caption: साइकिल रैली निकालते छात्र-छात्राएं। अमृत विचार	[1150, 341, 1498, 352]
hanuman-story	[16, 686, 940, 1311]
bjp-photo	[196, 1373, 569, 1593]
ganesh-story	[957, 687, 1133, 1311]
ek-nazar-tag: एक नजर	[16, 125, 171, 149]
column-rule	[763, 1842, 764, 2433]
prize-headline: मेधावियों को पुरस्कार देकर किया सम्मानित	[1150, 720, 1383, 737]
solar-plants-list	[972, 273, 1126, 439]
cycle-rally-headline: छात्र-छात्राओं ने निकाली साइकिल रैली	[1150, 356, 1360, 374]
solar-plants-box	[965, 226, 1133, 507]
website-url: www.amritvichar.com	[28, 62, 175, 76]
bjp-caption: जनसंपर्क करते शहर विधायक आकाश सक्सेना। अमृत विचार	[196, 1596, 567, 1607]
ganesh-body: सैफनी, अमृत विचार : शनिवार को हनुमान जन्मोत्सव पर बालाजी महाराज मंदिर कमेटी के तत्वाधान में हनुमान जी की शोभायात्रा निकाली गई। शुभारंभ गणेश पूजन के साथ मोहल्ला माता चौराहे वाली देवी मंदिर से हुआ। शोभायात्रा सैनी मोहल्ला, वाल्मीकि बस्ती, जाटवान मोहल्ला, शाहबाद बिरली रोड, छितौनी रोड, मोहल्ला छिड़िया आदि मोहल्लों में भ्रमण करके संकट भंजन बालाजी महाराज मंदिर पर संपन्न हुई। शोभायात्रा में गणेश जी, हनुमान जी, राधा-कृष्ण, माता काली का अखाड़ा, सीता-राम, महंत जी, श्री बाला जी महाराज, बाबा का डोला आदि झांकियों ने मन मोह लिया। इस अवसर पर महंत शिवम श्रीमाली, मास्टर महेश चन्द्र, विशाल वाल्मीकि, अमित शर्मा, डॉ. कृपाल सिंह, डॉ. चन्द्रपाल सिंह, उमेश माली, अरविन्द मौर्य, आकाश श्रीमाली, प्रशान्त, विपिन के अलावा सुरक्षा की दृष्टि से थाना प्रभारी महेंद्र पाल सिंह व कस्बा इंचार्ज जोर सिंह मौजूद रहे।	[957, 734, 1133, 994]
column-rule	[948, 686, 949, 1311]
